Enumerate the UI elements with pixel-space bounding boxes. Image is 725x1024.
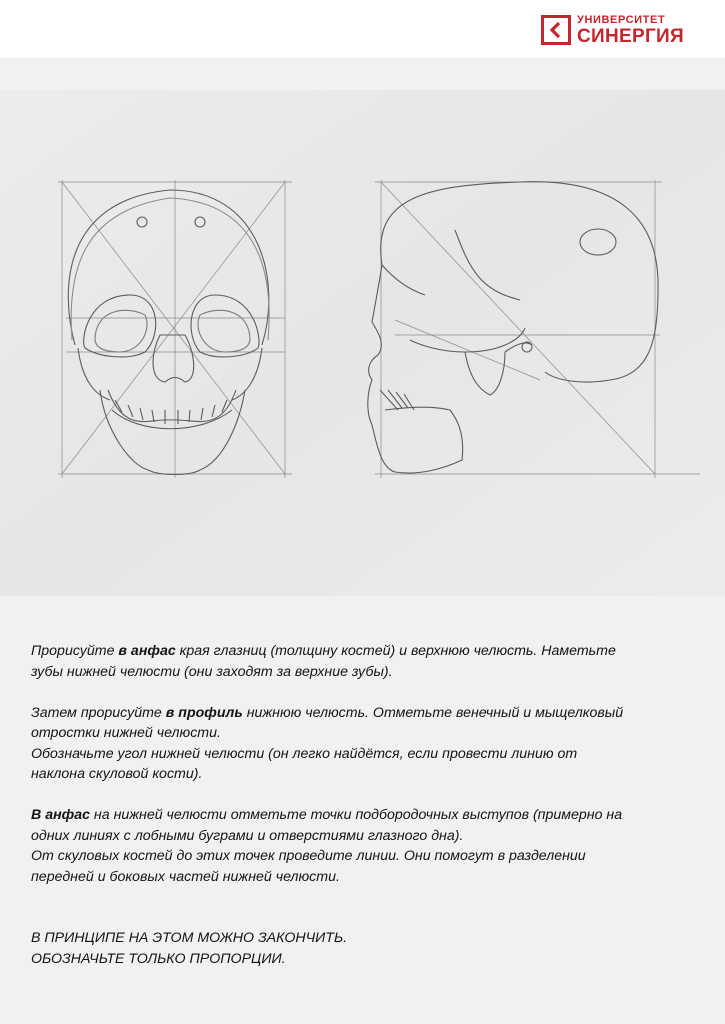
spacer <box>31 887 701 928</box>
text-run: одних линиях с лобными буграми и отверстиями глазного дна). <box>31 827 464 844</box>
instruction-paragraph-3 <box>31 805 701 887</box>
instruction-conclusion <box>31 928 701 969</box>
text-run: нижнюю челюсть. Отметьте венечный и мыщелковый <box>242 704 624 721</box>
logo-line-2: СИНЕРГИЯ <box>577 25 684 47</box>
instruction-paragraph-1 <box>31 641 701 682</box>
logo-text <box>577 15 684 46</box>
instruction-text <box>31 641 701 969</box>
skull-sketch-photo <box>0 90 725 596</box>
text-run: От скуловых костей до этих точек проведите линии. Они помогут в разделении <box>31 848 586 864</box>
logo-line-1: УНИВЕРСИТЕТ <box>577 13 666 26</box>
skull-sketch-illustration <box>0 90 725 596</box>
text-run: Обозначьте угол нижней челюсти (он легко найдётся, если провести линию от <box>31 745 578 762</box>
text-run: В ПРИНЦИПЕ НА ЭТОМ МОЖНО ЗАКОНЧИТЬ. <box>31 930 348 946</box>
emphasis-front-view: В анфас <box>31 807 90 823</box>
text-run: передней и боковых частей нижней челюсти. <box>31 868 340 885</box>
header-bar <box>0 0 725 58</box>
text-run: края глазниц (толщину костей) и верхнюю челюсть. Наметьте <box>175 643 616 659</box>
spacer <box>31 682 701 703</box>
instruction-paragraph-2 <box>31 703 701 785</box>
text-run: ОБОЗНАЧЬТЕ ТОЛЬКО ПРОПОРЦИИ. <box>31 950 286 967</box>
emphasis-profile: в профиль <box>165 704 243 721</box>
spacer <box>31 785 701 806</box>
text-run: отростки нижней челюсти. <box>31 725 221 741</box>
emphasis-front-view: в анфас <box>118 643 176 659</box>
text-run: на нижней челюсти отметьте точки подбородочных выступов (примерно на <box>89 807 623 823</box>
synergy-logo-icon <box>541 15 571 45</box>
synergy-logo[interactable] <box>541 10 684 50</box>
text-run: зубы нижней челюсти (они заходят за верхние зубы). <box>31 663 393 680</box>
text-run: Прорисуйте <box>31 643 119 659</box>
text-run: наклона скуловой кости). <box>31 766 203 782</box>
text-run: Затем прорисуйте <box>31 704 166 721</box>
